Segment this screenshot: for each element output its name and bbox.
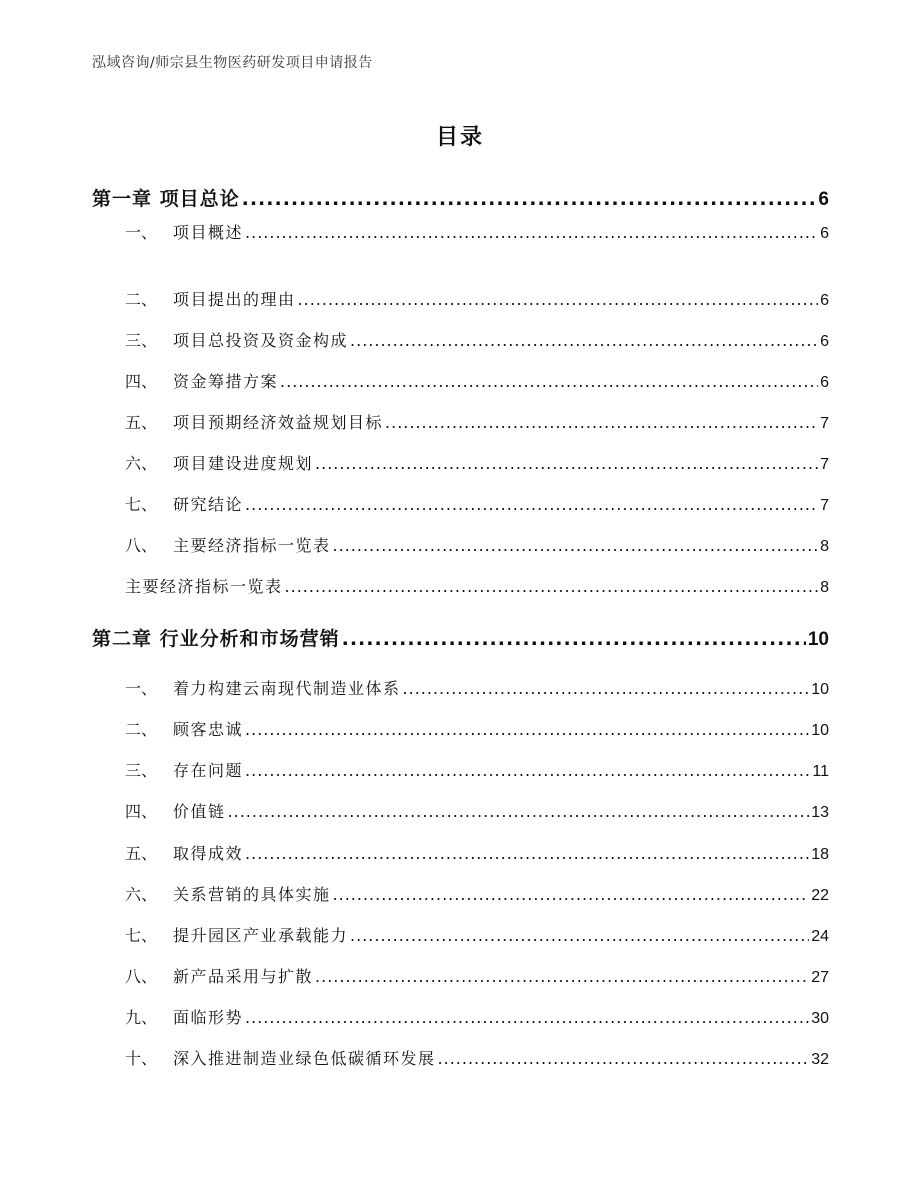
- toc-leader-dots: [403, 679, 810, 698]
- toc-entry[interactable]: [125, 220, 829, 243]
- toc-page-number: 7: [820, 497, 829, 514]
- toc-page-number: 22: [811, 887, 829, 904]
- toc-page-number: 11: [812, 763, 829, 780]
- toc-entry-number: 七、: [125, 926, 158, 945]
- toc-entry[interactable]: [125, 964, 829, 987]
- toc-page-number: 10: [811, 681, 829, 698]
- toc-leader-dots: [342, 628, 806, 650]
- toc-entry[interactable]: [125, 923, 829, 946]
- toc-page-number: 6: [820, 292, 829, 309]
- toc-page-number: 18: [811, 846, 829, 863]
- toc-chapter-2[interactable]: [92, 624, 829, 651]
- toc-entry-label: 提升园区产业承载能力: [173, 926, 349, 945]
- toc-leader-dots: [245, 223, 818, 242]
- toc-entry-number: 五、: [125, 413, 158, 432]
- toc-leader-dots: [333, 885, 810, 904]
- toc-entry[interactable]: [125, 451, 829, 474]
- toc-leader-dots: [438, 1049, 810, 1068]
- toc-entry[interactable]: [125, 799, 829, 822]
- toc-entry-label: 研究结论: [173, 495, 244, 514]
- toc-entry[interactable]: [125, 758, 829, 781]
- toc-entry[interactable]: [125, 328, 829, 351]
- toc-leader-dots: [298, 290, 819, 309]
- toc-entry[interactable]: [125, 1046, 829, 1069]
- toc-entry-table[interactable]: [125, 574, 829, 597]
- toc-page-number: 6: [820, 374, 829, 391]
- toc-leader-dots: [333, 536, 819, 555]
- toc-entry[interactable]: [125, 841, 829, 864]
- toc-leader-dots: [385, 413, 818, 432]
- toc-entry-label: 着力构建云南现代制造业体系: [173, 679, 401, 698]
- toc-entry-number: 八、: [125, 536, 158, 555]
- toc-leader-dots: [245, 720, 809, 739]
- toc-leader-dots: [285, 577, 819, 596]
- toc-entry-number: 二、: [125, 290, 158, 309]
- toc-entry[interactable]: [125, 717, 829, 740]
- toc-page-number: 13: [811, 804, 829, 821]
- toc-page-number: 7: [820, 456, 829, 473]
- toc-entry-number: 三、: [125, 331, 158, 350]
- toc-leader-dots: [245, 761, 810, 780]
- toc-entry-label: 取得成效: [173, 844, 244, 863]
- toc-entry[interactable]: [125, 676, 829, 699]
- toc-entry-number: 一、: [125, 223, 158, 242]
- toc-entry-number: 一、: [125, 679, 158, 698]
- toc-entry-label: 新产品采用与扩散: [173, 967, 314, 986]
- toc-leader-dots: [245, 844, 809, 863]
- toc-entry-label: 主要经济指标一览表: [173, 536, 331, 555]
- toc-entry-label: 价值链: [173, 802, 226, 821]
- toc-entry-number: 七、: [125, 495, 158, 514]
- toc-leader-dots: [228, 802, 810, 821]
- toc-entry-label: 项目总投资及资金构成: [173, 331, 349, 350]
- toc-entry-number: 四、: [125, 372, 158, 391]
- toc-entry[interactable]: [125, 1005, 829, 1028]
- toc-entry-label: 项目概述: [173, 223, 244, 242]
- toc-page-number: 6: [818, 189, 829, 210]
- toc-leader-dots: [350, 331, 818, 350]
- toc-chapter-1[interactable]: [92, 184, 829, 211]
- toc-entry[interactable]: [125, 492, 829, 515]
- toc-entry-number: 四、: [125, 802, 158, 821]
- toc-entry-number: 九、: [125, 1008, 158, 1027]
- toc-entry-number: 六、: [125, 885, 158, 904]
- toc-entry-number: 十、: [125, 1049, 158, 1068]
- toc-leader-dots: [315, 454, 818, 473]
- toc-leader-dots: [280, 372, 818, 391]
- toc-entry[interactable]: [125, 369, 829, 392]
- toc-page-number: 32: [811, 1051, 829, 1068]
- toc-entry-label: 主要经济指标一览表: [125, 577, 283, 596]
- toc-page-number: 30: [811, 1010, 829, 1027]
- toc-leader-dots: [245, 495, 818, 514]
- toc-entry-label: 项目提出的理由: [173, 290, 296, 309]
- toc-page-number: 10: [807, 629, 829, 650]
- toc-leader-dots: [242, 188, 817, 210]
- toc-entry-label: 面临形势: [173, 1008, 244, 1027]
- toc-page-number: 8: [820, 538, 829, 555]
- toc-entry-number: 六、: [125, 454, 158, 473]
- toc-entry-label: 项目预期经济效益规划目标: [173, 413, 384, 432]
- toc-entry-number: 八、: [125, 967, 158, 986]
- toc-entry-label: 项目建设进度规划: [173, 454, 314, 473]
- toc-leader-dots: [350, 926, 809, 945]
- toc-entry[interactable]: [125, 882, 829, 905]
- toc-page-number: 7: [820, 415, 829, 432]
- toc-page-number: 6: [820, 225, 829, 242]
- toc-page-number: 27: [811, 969, 829, 986]
- toc-entry[interactable]: [125, 287, 829, 310]
- toc-chapter-label: 第二章 行业分析和市场营销: [92, 628, 340, 650]
- toc-page-number: 10: [811, 722, 829, 739]
- toc-entry-number: 三、: [125, 761, 158, 780]
- toc-entry[interactable]: [125, 410, 829, 433]
- toc-entry-label: 关系营销的具体实施: [173, 885, 331, 904]
- toc-entry-label: 资金筹措方案: [173, 372, 279, 391]
- toc-entry-label: 深入推进制造业绿色低碳循环发展: [173, 1049, 436, 1068]
- page-title: 目录: [435, 125, 484, 150]
- toc-entry-number: 二、: [125, 720, 158, 739]
- toc-page-number: 6: [820, 333, 829, 350]
- toc-chapter-label: 第一章 项目总论: [92, 188, 240, 210]
- toc-leader-dots: [315, 967, 809, 986]
- toc-entry-label: 存在问题: [173, 761, 244, 780]
- toc-leader-dots: [245, 1008, 809, 1027]
- document-header: 泓域咨询/师宗县生物医药研发项目申请报告: [92, 55, 373, 71]
- toc-entry[interactable]: [125, 533, 829, 556]
- toc-page-number: 8: [820, 579, 829, 596]
- toc-entry-number: 五、: [125, 844, 158, 863]
- toc-entry-label: 顾客忠诚: [173, 720, 244, 739]
- toc-page-number: 24: [811, 928, 829, 945]
